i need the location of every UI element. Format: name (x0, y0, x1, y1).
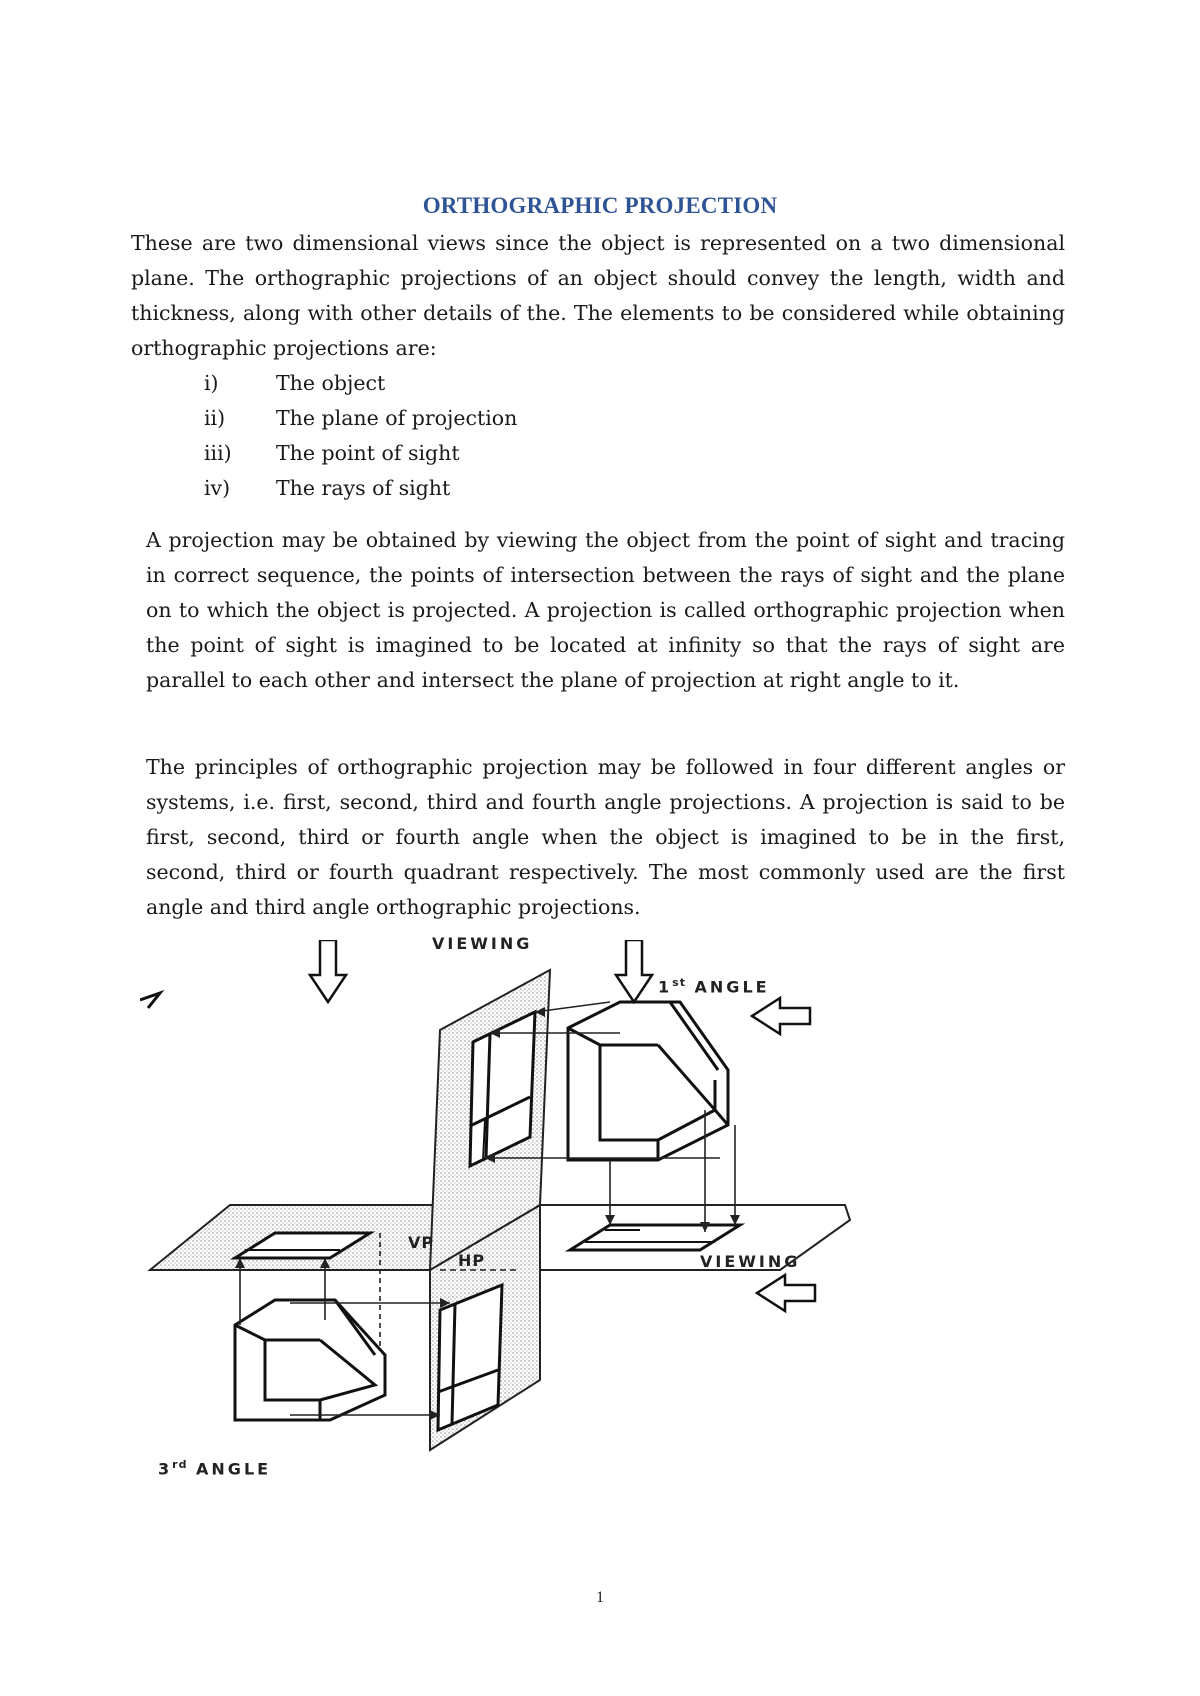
list-item-text: The point of sight (276, 441, 460, 465)
third-angle-word: ANGLE (196, 1459, 272, 1479)
vp-projection-third-angle (438, 1285, 502, 1430)
elements-list (204, 366, 517, 506)
list-item (204, 401, 517, 436)
stray-mark (140, 993, 160, 1008)
first-angle-superscript: st (672, 976, 686, 989)
principles-paragraph: The principles of orthographic projection may be followed in four different angles or systems, i.e. first, second, third and fourth angle projections. A projection is said to be first, second, third or fourth angle when the object is imagined to be in the first, second, third or fourth quadrant respectively. The most commonly used are the first angle and third angle orthographic projections. (146, 755, 1065, 919)
first-angle-object (568, 1002, 728, 1160)
first-angle-word: ANGLE (694, 977, 770, 997)
projection-paragraph: A projection may be obtained by viewing the object from the point of sight and tracing in correct sequence, the points of intersection between the rays of sight and the plane on to which the object is projected. A projection is called orthographic projection when the point of sight is imagined to be located at infinity so that the rays of sight are parallel to each other and intersect the plane of projection at right angle to it. (146, 528, 1065, 692)
list-item-number: ii) (204, 406, 226, 430)
down-arrow-right-icon (616, 940, 652, 1002)
page-number: 1 (596, 1589, 604, 1606)
hp-label: HP (458, 1251, 486, 1270)
list-item-number: i) (204, 371, 219, 395)
down-arrow-left-icon (310, 940, 346, 1002)
third-angle-object (235, 1300, 385, 1420)
viewing-label-right: VIEWING (700, 1252, 801, 1271)
list-item (204, 436, 517, 471)
left-arrow-bottom-icon (757, 1275, 815, 1311)
list-item-text: The object (276, 371, 386, 395)
projection-diagram (140, 940, 880, 1500)
intro-paragraph: These are two dimensional views since the object is represented on a two dimensional plane. The orthographic projections of an object should convey the length, width and thickness, along with other details of the. The elements to be considered while obtaining orthographic projections are: (131, 231, 1065, 360)
list-item (204, 366, 517, 401)
list-item-number: iii) (204, 441, 232, 465)
third-angle-superscript: rd (172, 1458, 188, 1471)
first-angle-label (658, 976, 770, 996)
vp-label: VP (408, 1233, 435, 1252)
first-angle-number: 1 (658, 977, 673, 997)
projection-figure (140, 934, 880, 1500)
left-arrow-top-icon (752, 998, 810, 1034)
list-item-number: iv) (204, 476, 231, 500)
list-item-text: The plane of projection (276, 406, 518, 430)
viewing-label-top: VIEWING (432, 934, 533, 953)
list-item (204, 471, 517, 506)
list-item-text: The rays of sight (276, 476, 451, 500)
third-angle-label (158, 1458, 271, 1478)
page-title: ORTHOGRAPHIC PROJECTION (422, 193, 778, 218)
third-angle-number: 3 (158, 1459, 173, 1479)
